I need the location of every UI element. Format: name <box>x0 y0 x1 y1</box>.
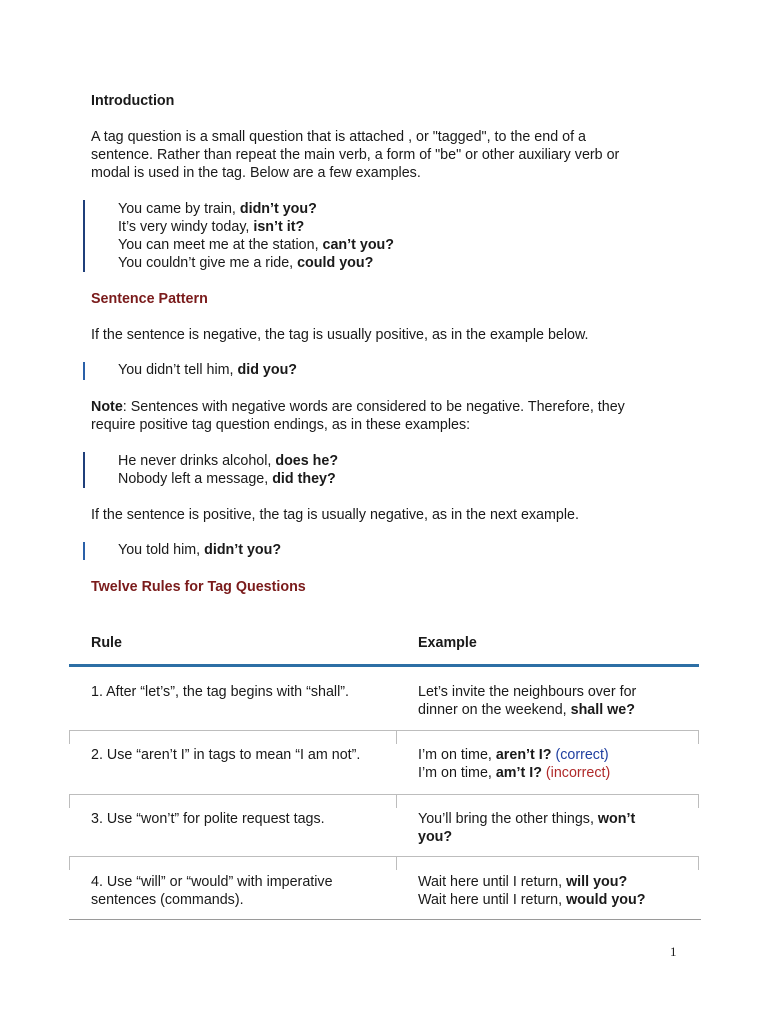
rule-text: 3. Use “won’t” for polite request tags. <box>91 811 325 827</box>
quote-bar <box>83 200 85 272</box>
intro-para-line: A tag question is a small question that is attached , or "tagged", to the end of a <box>91 129 586 145</box>
rule-text: 1. After “let’s”, the tag begins with “shall”. <box>91 684 349 700</box>
example-text: Wait here until I return, would you? <box>418 892 646 908</box>
example-text: Let’s invite the neighbours over for <box>418 684 637 700</box>
example-line: You told him, didn’t you? <box>118 542 282 558</box>
negative-para: If the sentence is negative, the tag is usually positive, as in the example below. <box>91 327 589 343</box>
quote-bar <box>83 362 85 380</box>
table-header-rule <box>69 664 699 667</box>
row-separator <box>69 856 699 857</box>
rule-text: 4. Use “will” or “would” with imperative <box>91 874 333 890</box>
example-line: Nobody left a message, did they? <box>118 471 336 487</box>
row-separator-tick <box>698 856 699 870</box>
intro-para-line: sentence. Rather than repeat the main verb, a form of "be" or other auxiliary verb or <box>91 147 620 163</box>
example-text: Wait here until I return, will you? <box>418 874 628 890</box>
example-line: You couldn’t give me a ride, could you? <box>118 255 374 271</box>
pattern-heading: Sentence Pattern <box>91 291 208 307</box>
example-text: I’m on time, aren’t I? (correct) <box>418 747 609 763</box>
example-line: You didn’t tell him, did you? <box>118 362 298 378</box>
quote-bar <box>83 542 85 560</box>
row-separator <box>69 730 699 731</box>
example-text: dinner on the weekend, shall we? <box>418 702 635 718</box>
note-line: require positive tag question endings, as in these examples: <box>91 417 471 433</box>
row-separator-tick <box>69 856 70 870</box>
example-line: You can meet me at the station, can’t you? <box>118 237 395 253</box>
row-separator-tick <box>69 794 70 808</box>
row-separator-tick <box>69 730 70 744</box>
col-header-rule: Rule <box>91 635 122 651</box>
table-bottom-border <box>69 919 701 920</box>
rule-text: 2. Use “aren’t I” in tags to mean “I am not”. <box>91 747 361 763</box>
example-text: I’m on time, am’t I? (incorrect) <box>418 765 611 781</box>
row-separator-tick <box>698 794 699 808</box>
example-line: He never drinks alcohol, does he? <box>118 453 339 469</box>
example-text: you? <box>418 829 453 845</box>
example-line: You came by train, didn’t you? <box>118 201 317 217</box>
row-separator-tick <box>698 730 699 744</box>
page-number: 1 <box>670 944 677 959</box>
intro-heading: Introduction <box>91 93 175 109</box>
col-header-example: Example <box>418 635 477 651</box>
row-separator-tick <box>396 856 397 870</box>
note-label: Note <box>91 399 123 415</box>
row-separator <box>69 794 699 795</box>
positive-para: If the sentence is positive, the tag is usually negative, as in the next example. <box>91 507 579 523</box>
example-text: You’ll bring the other things, won’t <box>418 811 636 827</box>
row-separator-tick <box>396 794 397 808</box>
quote-bar <box>83 452 85 488</box>
row-separator-tick <box>396 730 397 744</box>
note-line: Note: Sentences with negative words are considered to be negative. Therefore, they <box>91 399 625 415</box>
rules-heading: Twelve Rules for Tag Questions <box>91 579 306 595</box>
example-line: It’s very windy today, isn’t it? <box>118 219 305 235</box>
rule-text: sentences (commands). <box>91 892 244 908</box>
intro-para-line: modal is used in the tag. Below are a few examples. <box>91 165 421 181</box>
